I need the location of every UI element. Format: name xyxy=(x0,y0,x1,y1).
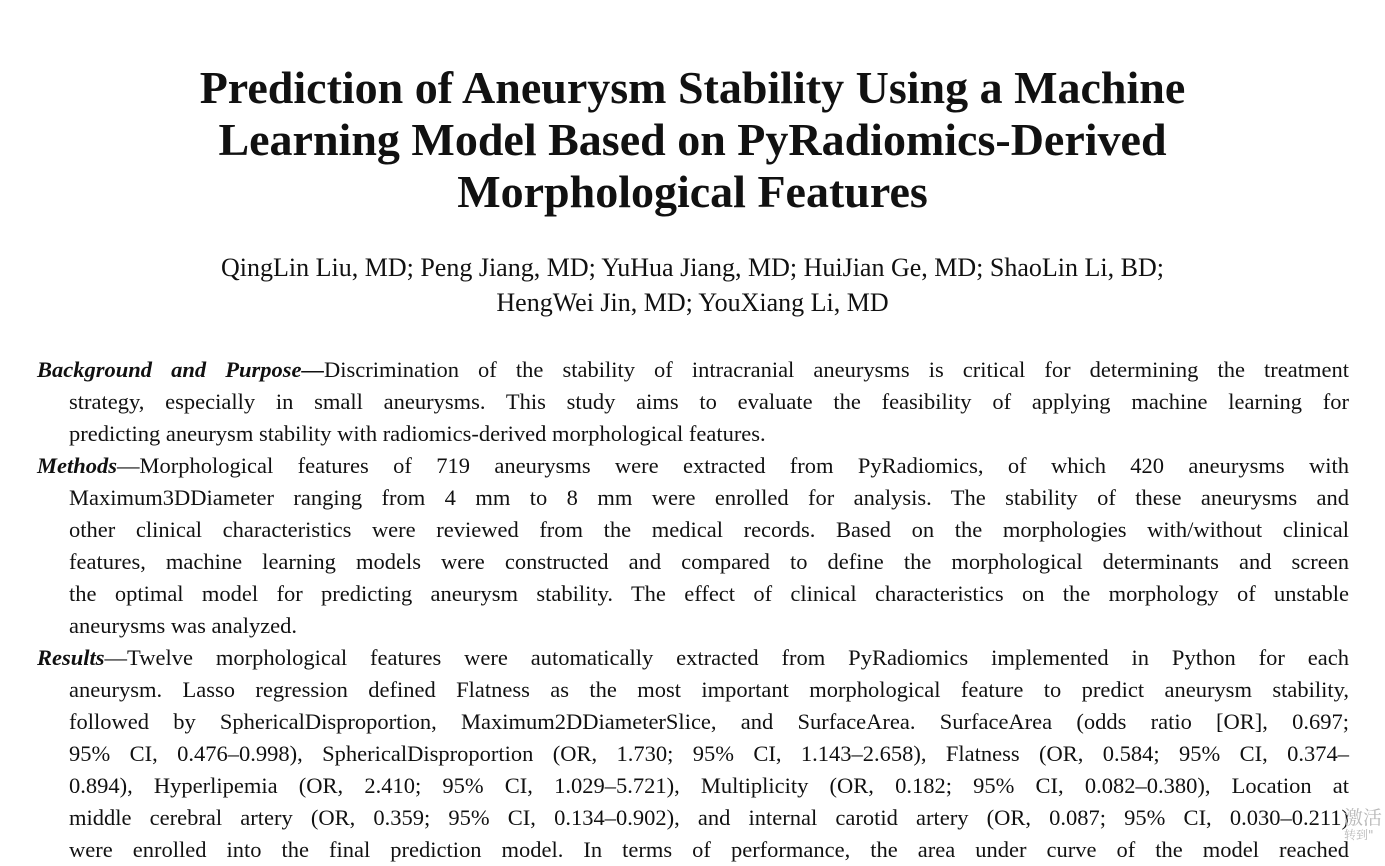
title-line-1: Prediction of Aneurysm Stability Using a Machine xyxy=(199,62,1186,113)
author-list xyxy=(0,250,1385,320)
background-label: Background and Purpose xyxy=(37,357,302,382)
activation-watermark xyxy=(1344,808,1385,842)
watermark-line-2: 转到" xyxy=(1344,827,1374,842)
results-line-6: middle cerebral artery (OR, 0.359; 95% CI, 0.134–0.902), and internal carotid artery (OR, 0.087; 95% CI, 0.030–0.211) xyxy=(69,805,1349,830)
background-line-2: strategy, especially in small aneurysms. This study aims to evaluate the feasibility of applying machine learning for xyxy=(69,389,1349,414)
methods-line-4: features, machine learning models were constructed and compared to define the morphological determinants and screen xyxy=(69,549,1349,574)
methods-line-6: aneurysms was analyzed. xyxy=(69,613,298,638)
background-line-1: Discrimination of the stability of intracranial aneurysms is critical for determining the treatment xyxy=(323,357,1350,382)
methods-line-1: Morphological features of 719 aneurysms were extracted from PyRadiomics, of which 420 aneurysms with xyxy=(139,453,1349,478)
methods-label: Methods xyxy=(37,453,118,478)
abstract-results-section xyxy=(37,642,1349,866)
abstract xyxy=(37,354,1349,866)
results-label: Results xyxy=(37,645,105,670)
methods-line-2: Maximum3DDiameter ranging from 4 mm to 8 mm were enrolled for analysis. The stability of these aneurysms and xyxy=(69,485,1349,510)
results-line-3: followed by SphericalDisproportion, Maximum2DDiameterSlice, and SurfaceArea. SurfaceArea (odds ratio [OR], 0.697; xyxy=(69,709,1349,734)
results-line-2: aneurysm. Lasso regression defined Flatness as the most important morphological feature to predict aneurysm stability, xyxy=(69,677,1349,702)
methods-line-3: other clinical characteristics were reviewed from the medical records. Based on the morphologies with/without clinical xyxy=(69,517,1349,542)
author-line-1: QingLin Liu, MD; Peng Jiang, MD; YuHua Jiang, MD; HuiJian Ge, MD; ShaoLin Li, BD; xyxy=(221,253,1164,282)
label-dash: — xyxy=(104,645,128,670)
abstract-methods-section xyxy=(37,450,1349,642)
watermark-line-1: 激活 xyxy=(1344,807,1383,829)
author-line-2: HengWei Jin, MD; YouXiang Li, MD xyxy=(496,288,889,317)
abstract-background-section xyxy=(37,354,1349,450)
label-dash: — xyxy=(117,453,140,478)
results-line-1: Twelve morphological features were automatically extracted from PyRadiomics implemented in Python for each xyxy=(127,645,1349,670)
results-line-7: were enrolled into the final prediction model. In terms of performance, the area under curve of the model reached xyxy=(69,837,1349,862)
background-line-3: predicting aneurysm stability with radiomics-derived morphological features. xyxy=(69,421,766,446)
paper-title xyxy=(0,62,1385,218)
label-dash: — xyxy=(301,357,324,382)
title-line-2: Learning Model Based on PyRadiomics-Derived xyxy=(218,114,1167,165)
results-line-4: 95% CI, 0.476–0.998), SphericalDisproportion (OR, 1.730; 95% CI, 1.143–2.658), Flatness (OR, 0.584; 95% CI, 0.374– xyxy=(69,741,1349,766)
methods-line-5: the optimal model for predicting aneurysm stability. The effect of clinical characteristics on the morphology of unstable xyxy=(69,581,1349,606)
results-line-5: 0.894), Hyperlipemia (OR, 2.410; 95% CI, 1.029–5.721), Multiplicity (OR, 0.182; 95% CI, 0.082–0.380), Location at xyxy=(69,773,1349,798)
title-line-3: Morphological Features xyxy=(457,166,928,217)
